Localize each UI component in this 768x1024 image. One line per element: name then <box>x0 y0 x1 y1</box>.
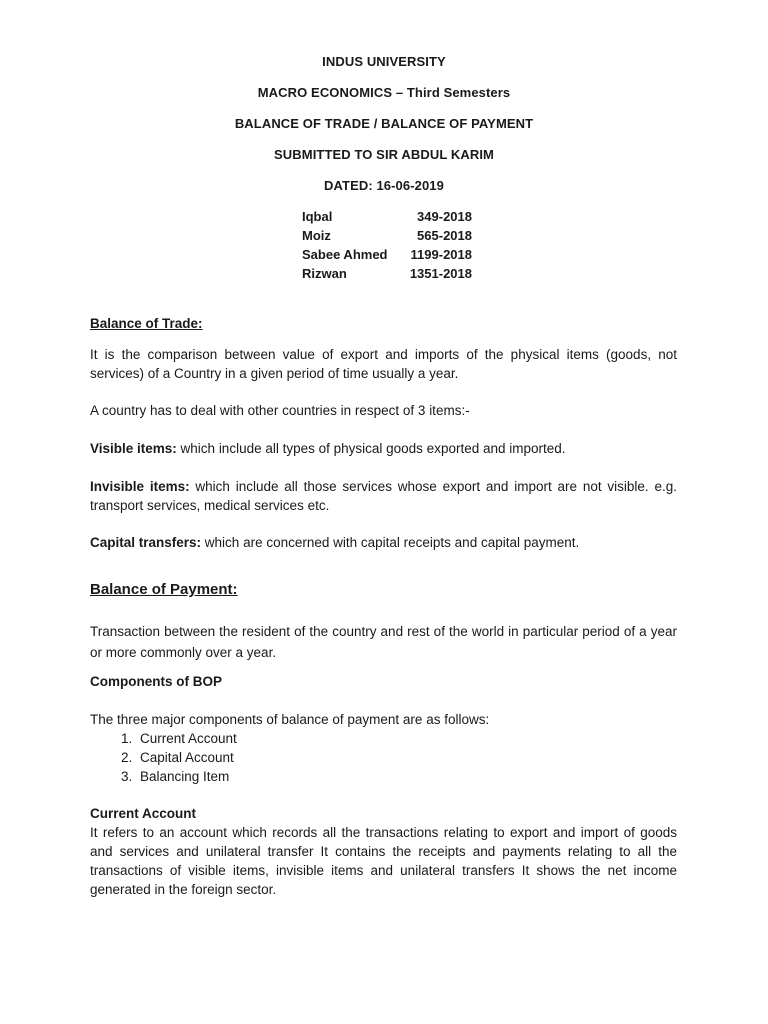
components-intro: The three major components of balance of payment are as follows: <box>90 712 490 727</box>
capital-transfers-label: Capital transfers: <box>90 535 202 550</box>
components-list <box>90 729 677 786</box>
student-row <box>302 245 472 264</box>
student-name: Rizwan <box>302 266 347 281</box>
bot-definition: It is the comparison between value of export and imports of the physical items (goods, not services) of a Country in a given period of time usually a year. <box>90 347 677 381</box>
list-item: 2. Capital Account <box>136 748 677 767</box>
student-list <box>302 207 472 283</box>
student-id: 1199-2018 <box>410 247 472 262</box>
student-name: Moiz <box>302 228 331 243</box>
invisible-items-label: Invisible items: <box>90 479 190 494</box>
visible-items-paragraph <box>90 439 677 458</box>
components-heading: Components of BOP <box>90 674 222 689</box>
capital-transfers-text: which are concerned with capital receipts and capital payment. <box>201 535 580 550</box>
current-account-text: It refers to an account which records all the transactions relating to export and import of goods and services and unilateral transfer It contains the receipts and payments relating to all the transactions of visible items, invisible items and unilateral transfers It shows the net income generated in the foreign sector. <box>90 825 677 897</box>
student-row <box>302 226 472 245</box>
university-title: INDUS UNIVERSITY <box>322 54 446 69</box>
student-name: Sabee Ahmed <box>302 247 388 262</box>
visible-items-text: which include all types of physical goods exported and imported. <box>176 441 566 456</box>
submitted-to: SUBMITTED TO SIR ABDUL KARIM <box>274 147 494 162</box>
student-name: Iqbal <box>302 209 333 224</box>
components-section <box>90 710 677 786</box>
list-item: 3. Balancing Item <box>136 767 677 786</box>
student-row <box>302 207 472 226</box>
balance-of-trade-heading: Balance of Trade: <box>90 316 203 331</box>
bot-intro: A country has to deal with other countries in respect of 3 items:- <box>90 403 470 418</box>
invisible-items-text: which include all those services whose export and import are not visible. e.g. transport services, medical services etc. <box>90 479 677 513</box>
student-id: 349-2018 <box>417 209 472 224</box>
invisible-items-paragraph <box>90 477 677 515</box>
date-line: DATED: 16-06-2019 <box>324 178 444 193</box>
topic-title: BALANCE OF TRADE / BALANCE OF PAYMENT <box>234 116 534 131</box>
student-row <box>302 264 472 283</box>
bop-definition: Transaction between the resident of the country and rest of the world in particular period of a year or more commonly over a year. <box>90 624 677 660</box>
student-id: 565-2018 <box>417 228 472 243</box>
capital-transfers-paragraph <box>90 533 677 552</box>
balance-of-payment-heading: Balance of Payment: <box>90 581 238 598</box>
visible-items-label: Visible items: <box>90 441 177 456</box>
list-item: 1. Current Account <box>136 729 677 748</box>
student-id: 1351-2018 <box>409 266 472 281</box>
current-account-heading: Current Account <box>90 806 197 821</box>
course-title: MACRO ECONOMICS – Third Semesters <box>257 85 511 100</box>
